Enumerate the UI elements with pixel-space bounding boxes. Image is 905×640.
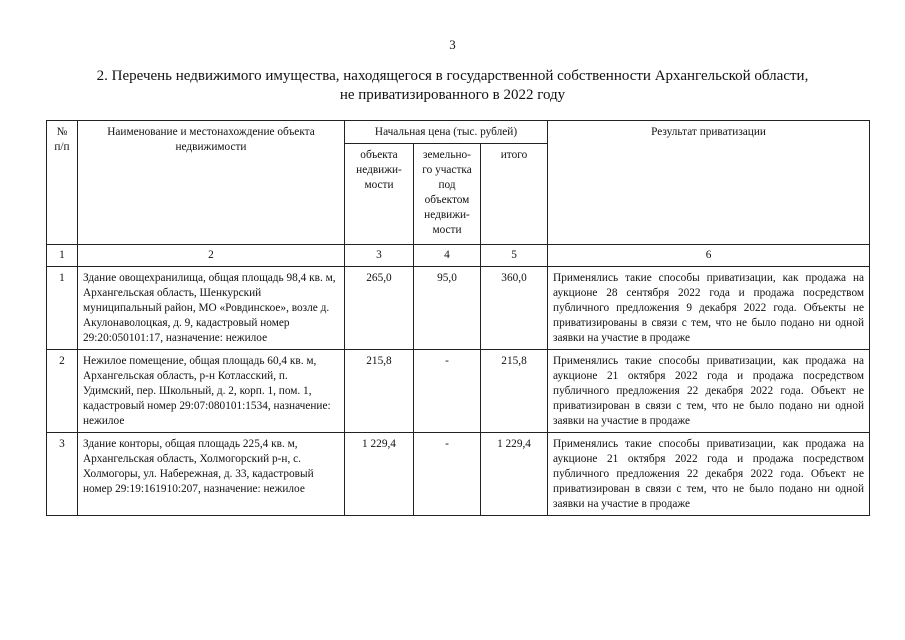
row-object-price: 215,8 [345,350,414,433]
page-number: 3 [449,37,456,52]
row-land-price: - [414,350,481,433]
row-land-price: 95,0 [414,267,481,350]
table-row [47,267,870,350]
property-table [46,120,870,516]
table-header-row [47,121,870,144]
header-land-price: земельно-го участка под объектом недвижи-мости [414,144,481,245]
column-number: 3 [345,245,414,267]
document-title [80,67,825,105]
title-line-2: не приватизированного в 2022 году [339,87,566,103]
header-total: итого [481,144,548,245]
table-row [47,433,870,516]
row-name: Здание конторы, общая площадь 225,4 кв. м, Архангельская область, Холмогорский р-н, с. Холмогоры, ул. Набережная, д. 33, кадастровый номер 29:19:161910:207, назначение: нежилое [78,433,345,516]
column-number: 4 [414,245,481,267]
column-number-row [47,245,870,267]
header-name: Наименование и местонахождение объекта недвижимости [78,121,345,245]
row-name: Нежилое помещение, общая площадь 60,4 кв. м, Архангельская область, р-н Котласский, п. Удимский, пер. Школьный, д. 2, корп. 1, пом. 1, кадастровый номер 29:07:080101:1534, назначение: нежилое [78,350,345,433]
column-number: 6 [548,245,870,267]
header-object-price: объекта недвижи-мости [345,144,414,245]
row-result: Применялись такие способы приватизации, как продажа на аукционе 21 октября 2022 года и продажа посредством публичного предложения 22 декабря 2022 года. Объект не приватизирован в связи с тем, что не было подано ни одной заявки на участие в продаже [548,350,870,433]
row-object-price: 1 229,4 [345,433,414,516]
row-total: 1 229,4 [481,433,548,516]
row-num: 1 [47,267,78,350]
header-num: № п/п [47,121,78,245]
row-land-price: - [414,433,481,516]
header-result: Результат приватизации [548,121,870,245]
row-num: 3 [47,433,78,516]
row-total: 360,0 [481,267,548,350]
row-total: 215,8 [481,350,548,433]
column-number: 2 [78,245,345,267]
table-row [47,350,870,433]
row-name: Здание овощехранилища, общая площадь 98,4 кв. м, Архангельская область, Шенкурский муниципальный район, МО «Ровдинское», возле д. Акулонаволоцкая, д. 9, кадастровый номер 29:20:050101:17, назначение: нежилое [78,267,345,350]
column-number: 5 [481,245,548,267]
column-number: 1 [47,245,78,267]
row-object-price: 265,0 [345,267,414,350]
header-price-group: Начальная цена (тыс. рублей) [345,121,548,144]
title-line-1: 2. Перечень недвижимого имущества, находящегося в государственной собственности Архангельской области, [96,68,809,84]
row-num: 2 [47,350,78,433]
row-result: Применялись такие способы приватизации, как продажа на аукционе 21 октября 2022 года и продажа посредством публичного предложения 22 декабря 2022 года. Объект не приватизирован в связи с тем, что не было подано ни одной заявки на участие в продаже [548,433,870,516]
row-result: Применялись такие способы приватизации, как продажа на аукционе 28 сентября 2022 года и продажа посредством публичного предложения 9 декабря 2022 года. Объекты не приватизированы в связи с тем, что не было подано ни одной заявки на участие в продаже [548,267,870,350]
